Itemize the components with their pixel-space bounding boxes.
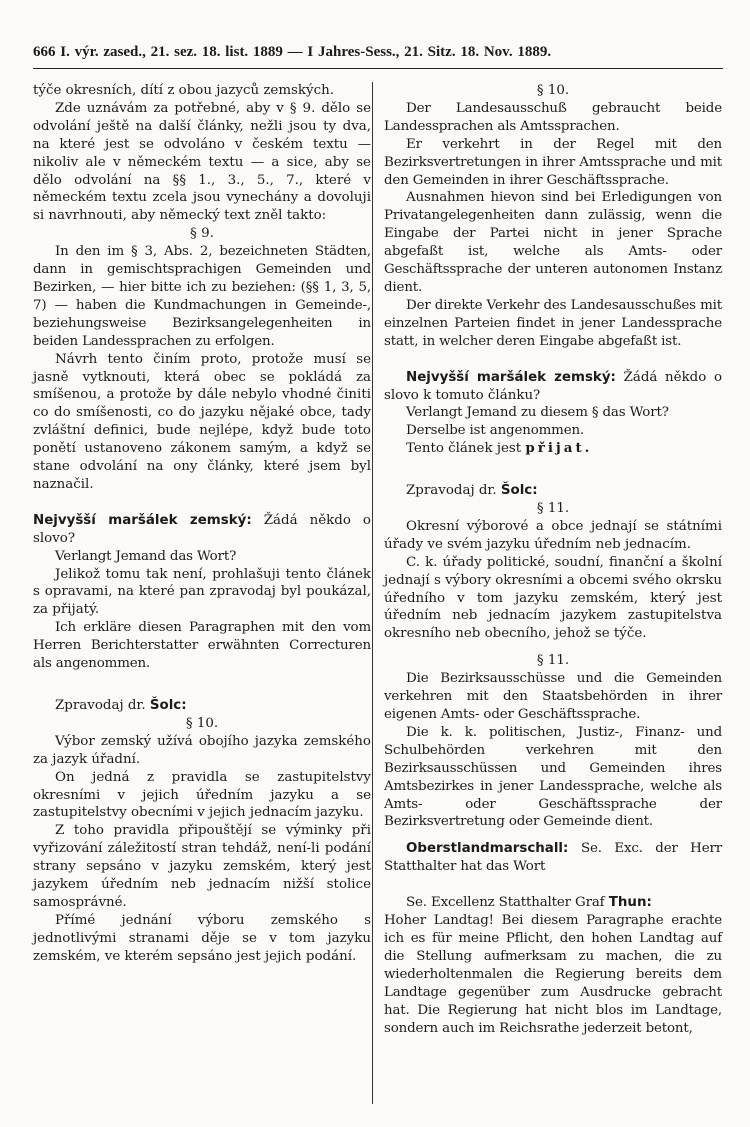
left-speaker-reporter: [33, 697, 371, 715]
right-paragraph-15: Die k. k. politischen, Justiz-, Finanz- und Schulbehörden verkehren mit den Bezirksausschüssen und Gemeinden ihres Amtsbezirkes in jener Landessprache, welche als Amts- oder Geschäftssprache der Bezirksvertretung oder Gemeinde dient.: [384, 724, 722, 830]
accepted-prefix: Tento článek jest: [406, 441, 522, 457]
right-paragraph-8: Derselbe ist angenommen.: [406, 423, 585, 439]
left-paragraph-2: Zde uznávám za potřebné, aby v § 9. dělo se odvolání ještě na další články, nežli jsou ty dva, na které jest se odvoláno v českém textu — nikoliv ale v německém textu — a sice, aby se dělo odvolání na §§ 1., 3., 5., 7., které v německém textu zcela jsou vynechány a dovoluji si navrhnouti, aby německý text zněl takto:: [33, 100, 371, 224]
accepted-word: přijat.: [525, 440, 593, 457]
right-paragraph-11: Okresní výborové a obce jednají se státními úřady ve svém jazyku úředním neb jednacím.: [384, 518, 722, 552]
right-paragraph-7: Verlangt Jemand zu diesem § das Wort?: [406, 405, 669, 421]
right-speaker-oberstlandmarschall: [384, 840, 722, 876]
right-paragraph-9: [384, 440, 722, 458]
column-divider: [372, 82, 373, 1104]
speaker-prefix: Zpravodaj dr.: [406, 483, 497, 499]
speaker-name: Oberstlandmarschall:: [406, 841, 569, 857]
right-paragraph-4: Ausnahmen hievon sind bei Erledigungen von Privatangelegenheiten dann zulässig, wenn die Eingabe der Partei nicht in jener Sprache abgefaßt ist, welche als Amts- oder Geschäftssprache der unteren autonomen Instanz dient.: [384, 190, 722, 295]
page-header: 666 I. výr. zased., 21. sez. 18. list. 1889 — I Jahres-Sess., 21. Sitz. 18. Nov. 1889.: [33, 44, 552, 60]
left-column: [33, 82, 371, 966]
section-9-heading: § 9.: [190, 226, 214, 242]
speaker-name: Thun:: [608, 895, 652, 911]
speaker-question: Žádá někdo o slovo?: [33, 512, 371, 546]
right-column: [384, 82, 722, 1037]
right-paragraph-5: Der direkte Verkehr des Landesausschußes mit einzelnen Parteien findet in jener Landessprache statt, in welcher deren Eingabe abgefaßt ist.: [384, 297, 722, 349]
left-paragraph-11: Výbor zemský užívá obojího jazyka zemského za jazyk úřadní.: [33, 733, 371, 767]
left-paragraph-7: Verlangt Jemand das Wort?: [55, 548, 237, 564]
left-paragraph-12: On jedná z pravidla se zastupitelstvy okresními v jejich úředním jazyku a se zastupitelstvy obecními v jejich jednacím jazyku.: [33, 769, 371, 821]
header-rule: [33, 68, 723, 69]
section-11-heading: § 11.: [536, 501, 570, 517]
right-speaker-reporter: [384, 482, 722, 500]
speaker-name: Nejvyšší maršálek zemský:: [33, 512, 252, 528]
section-10-heading: § 10.: [185, 715, 219, 731]
left-paragraph-german-9: In den im § 3, Abs. 2, bezeichneten Städten, dann in gemischtsprachigen Gemeinden und Bezirken, — hier bitte ich zu beziehen: (§§ 1, 3, 5, 7) — haben die Kundmachungen in Gemeinde-, beziehungsweise Bezirksangelegenheiten in beiden Landessprachen zu erfolgen.: [33, 244, 371, 349]
left-paragraph-14: Přímé jednání výboru zemského s jednotlivými stranami děje se v tom jazyku zemském, ve kterém sepsáno jest jejich podání.: [33, 912, 371, 964]
left-paragraph-13: Z toho pravidla připouštějí se výminky při vyřizování záležitostí stran tehdáž, není-li podání strany sepsáno v jazyku zemském, který jest jazykem úředním neb jednacím nižší stolice samosprávné.: [33, 823, 371, 910]
speaker-name: Nejvyšší maršálek zemský:: [406, 369, 616, 385]
right-speaker-marshal: [384, 369, 722, 405]
right-paragraph-18: Hoher Landtag! Bei diesem Paragraphe erachte ich es für meine Pflicht, den hohen Landtag auf die Stellung aufmerksam zu machen, die zu wiederholtenmalen die Regierung bereits dem Landtage gegenüber zum Ausdrucke gebracht hat. Die Regierung hat nicht blos im Landtage, sondern auch im Reichsrathe jederzeit betont,: [384, 913, 722, 1036]
speaker-name: Šolc:: [500, 483, 538, 499]
speaker-statement: Se. Exc. der Herr Statthalter hat das Wort: [384, 841, 722, 875]
speaker-prefix: Se. Excellenz Statthalter Graf: [406, 895, 605, 911]
left-paragraph-8: Jelikož tomu tak není, prohlašuji tento článek s opravami, na které pan zpravodaj byl poukázal, za přijatý.: [33, 566, 371, 618]
section-11-german-heading: § 11.: [536, 653, 570, 669]
speaker-question: Žádá někdo o slovo k tomuto článku?: [384, 369, 723, 403]
right-paragraph-3: Er verkehrt in der Regel mit den Bezirksvertretungen in ihrer Amtssprache und mit den Gemeinden in ihrer Geschäftssprache.: [384, 136, 722, 188]
left-paragraph-1: týče okresních, dítí z obou jazyců zemských.: [33, 83, 334, 98]
left-paragraph-9: Ich erkläre diesen Paragraphen mit den vom Herren Berichterstatter erwähnten Correcturen als angenommen.: [33, 620, 371, 672]
speaker-name: Šolc:: [149, 698, 187, 713]
right-paragraph-12: C. k. úřady politické, soudní, finanční a školní jednají s výbory okresními a obcemi svého okrsku úředního v tom jazyku zemském, který jest úředním neb jednacím jazykem zastupitelstva okresního neb obecního, jehož se týče.: [384, 554, 722, 642]
left-paragraph-5: Návrh tento činím proto, protože musí se jasně vytknouti, která obec se pokládá za smíšenou, a protože by dále nebylo vhodné činiti co do smíšenosti, co do jazyku nějaké obce, tady zvláštní definici, bude nejlépe, když bude toto ponětí ustanoveno zákonem samým, a když se stane odvolání na ony články, které jsem byl naznačil.: [33, 351, 371, 492]
right-paragraph-14: Die Bezirksausschüsse und die Gemeinden verkehren mit den Staatsbehörden in ihrer eigenen Amts- oder Geschäftssprache.: [384, 671, 722, 722]
left-speaker-marshal: [33, 512, 371, 548]
right-speaker-thun: [384, 894, 722, 912]
section-10-german-heading: § 10.: [536, 83, 570, 98]
right-paragraph-2: Der Landesausschuß gebraucht beide Landessprachen als Amtssprachen.: [384, 100, 722, 134]
speaker-prefix: Zpravodaj dr.: [55, 698, 146, 713]
